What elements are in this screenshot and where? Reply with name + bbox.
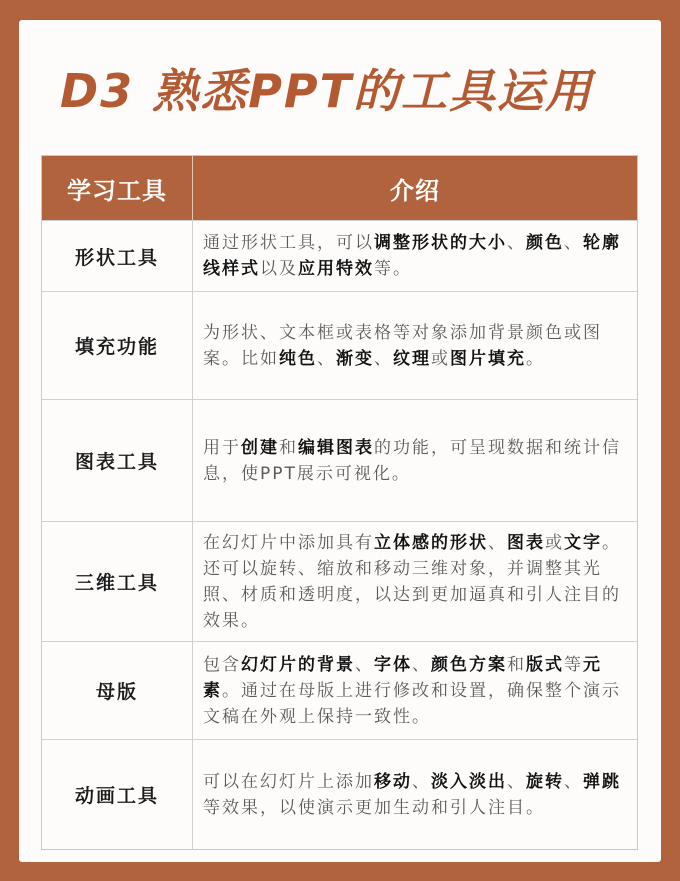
header-desc: 介绍 [390,176,440,205]
description-text: 、 [374,348,393,369]
tool-description [203,230,631,282]
emphasis-text: 淡入淡出 [431,771,507,792]
table-row [42,521,637,641]
description-text: 可以在幻灯片上添加 [203,771,374,792]
description-text: 或 [431,348,450,369]
row-tool [42,642,193,739]
tool-name: 母版 [95,681,138,703]
emphasis-text: 应用特效 [298,259,374,279]
page-title: D3 熟悉PPT的工具运用 [60,64,594,118]
description-text: 的功能，可呈现数据和统计信息，使PPT展示可视化。 [203,437,621,484]
tool-name: 图表工具 [74,451,159,473]
table-row [42,641,637,739]
table-row [42,399,637,521]
description-text: 和 [279,437,298,458]
description-text: 和 [507,654,526,675]
tool-name: 填充功能 [74,336,159,358]
table-row [42,739,637,849]
emphasis-text: 图片填充 [450,348,526,369]
description-text: 、 [507,771,526,792]
emphasis-text: 图表 [507,532,545,553]
description-text: 通过形状工具，可以 [203,233,374,253]
row-desc [193,400,637,521]
content-card [19,20,661,862]
header-tool: 学习工具 [42,156,193,220]
description-text: 。通过在母版上进行修改和设置，确保整个演示文稿在外观上保持一致性。 [203,680,621,727]
emphasis-text: 弹跳 [583,771,621,792]
row-desc [193,522,637,641]
row-desc [193,292,637,399]
emphasis-text: 旋转 [526,771,564,792]
tool-description [203,530,631,634]
row-tool [42,221,193,291]
table-header-row [42,156,637,220]
description-text: 、 [564,233,583,253]
emphasis-text: 幻灯片的背景 [241,654,355,675]
description-text: 等效果，以使演示更加生动和引人注目。 [203,797,545,818]
row-tool [42,400,193,521]
description-text: 、 [355,654,374,675]
table-row [42,291,637,399]
emphasis-text: 立体感的形状 [374,532,488,553]
tools-table [41,155,638,850]
emphasis-text: 元素 [203,654,602,701]
description-text: 、 [488,532,507,553]
description-text: 或 [545,532,564,553]
table-row [42,220,637,291]
emphasis-text: 纯色 [279,348,317,369]
description-text: 用于 [203,437,241,458]
row-desc [193,221,637,291]
description-text: 。 [526,348,545,369]
description-text: 。还可以旋转、缩放和移动三维对象，并调整其光照、材质和透明度，以达到更加逼真和引人注目的效果。 [203,532,621,631]
description-text: 、 [507,233,526,253]
description-text: 、 [317,348,336,369]
tool-name: 动画工具 [74,785,159,807]
emphasis-text: 调整形状的大小 [374,233,507,253]
emphasis-text: 文字 [564,532,602,553]
description-text: 以及 [260,259,298,279]
emphasis-text: 移动 [374,771,412,792]
row-tool [42,740,193,849]
tool-description [203,320,631,372]
tool-name: 形状工具 [74,246,159,269]
description-text: 、 [412,771,431,792]
description-text: 为形状、文本框或表格等对象添加背景颜色或图案。比如 [203,322,602,369]
tool-description [203,652,631,730]
emphasis-text: 编辑图表 [298,437,374,458]
emphasis-text: 颜色 [526,233,564,253]
emphasis-text: 轮廓线样式 [203,233,621,279]
emphasis-text: 版式 [526,654,564,675]
emphasis-text: 字体 [374,654,412,675]
row-tool [42,292,193,399]
description-text: 等。 [374,259,412,279]
description-text: 在幻灯片中添加具有 [203,532,374,553]
description-text: 等 [564,654,583,675]
tool-description [203,435,631,487]
row-desc [193,740,637,849]
emphasis-text: 渐变 [336,348,374,369]
description-text: 、 [564,771,583,792]
emphasis-text: 纹理 [393,348,431,369]
tool-name: 三维工具 [74,572,159,594]
emphasis-text: 颜色方案 [431,654,507,675]
tool-description [203,769,631,821]
row-tool [42,522,193,641]
row-desc [193,642,637,739]
description-text: 包含 [203,654,241,675]
emphasis-text: 创建 [241,437,279,458]
description-text: 、 [412,654,431,675]
